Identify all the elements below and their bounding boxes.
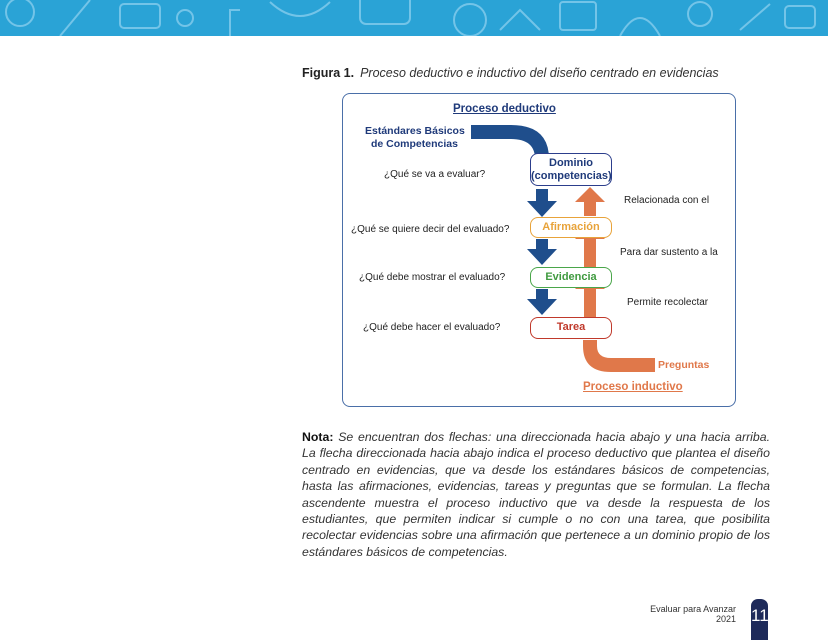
- page-number: 11: [751, 599, 768, 640]
- end-label: Preguntas: [658, 359, 710, 371]
- figure-label: Figura 1.: [302, 66, 355, 80]
- relation-3: Permite recolectar: [627, 297, 709, 308]
- box-evidencia: Evidencia: [530, 267, 612, 288]
- inductive-title: Proceso inductivo: [583, 381, 683, 393]
- inductive-bend: [583, 340, 655, 372]
- question-1: ¿Qué se va a evaluar?: [384, 169, 486, 180]
- source-label-line1: Estándares Básicos: [365, 125, 465, 137]
- inductive-head-3: [575, 187, 605, 202]
- question-4: ¿Qué debe hacer el evaluado?: [363, 322, 501, 333]
- footer: [650, 604, 736, 624]
- process-diagram: [342, 93, 736, 407]
- relation-1: Relacionada con el: [624, 195, 710, 206]
- question-3: ¿Qué debe mostrar el evaluado?: [359, 272, 506, 283]
- box-dominio-line2: (competencias): [531, 170, 612, 182]
- deductive-title: Proceso deductivo: [453, 103, 556, 115]
- inductive-shaft-2: [584, 239, 596, 267]
- inductive-shaft-1: [584, 289, 596, 317]
- box-tarea: Tarea: [530, 317, 612, 339]
- question-2: ¿Qué se quiere decir del evaluado?: [351, 224, 510, 235]
- relation-2: Para dar sustento a la: [620, 247, 718, 258]
- figure-caption: [302, 66, 719, 80]
- note-label: Nota: [302, 430, 330, 444]
- deductive-shaft-3: [536, 289, 548, 299]
- figure-note: Nota: Se encuentran dos flechas: una direccionada hacia abajo y una hacia arriba. La flecha direccionada hacia abajo indica el proceso deductivo que plantea el diseño centrado en evidencias, que va desde los estándares básicos de competencias, hasta las afirmaciones, evidencias, tareas y preguntas que se formulan. La flecha ascendente muestra el proceso inductivo que va desde la respuesta de los estudiantes, que permiten indicar si cumple o no con una tarea, que posibilita recolectar evidencias sobre una afirmación que pertenece a un dominio propio de los estándares básicos de competencias.: [302, 430, 770, 559]
- box-dominio: [530, 153, 612, 186]
- deductive-shaft-2: [536, 239, 548, 249]
- deductive-head-1: [527, 201, 557, 217]
- box-afirmacion: Afirmación: [530, 217, 612, 238]
- footer-year: 2021: [715, 614, 736, 624]
- header-banner: [0, 0, 828, 36]
- note-text: Se encuentran dos flechas: una direccionada hacia abajo y una hacia arriba. La flecha direccionada hacia abajo indica el proceso deductivo que plantea el diseño centrado en evidencias, que va desde los estándares básicos de competencias, hasta las afirmaciones, evidencias, tareas y preguntas que se formulan. La flecha ascendente muestra el proceso inductivo que va desde la respuesta de los estudiantes, que permiten indicar si cumple o no con una tarea, que posibilita recolectar evidencias sobre una afirmación que pertenece a un dominio propio de los estándares básicos de competencias.: [302, 430, 770, 559]
- inductive-shaft-3: [584, 202, 596, 216]
- deductive-head-2: [527, 249, 557, 265]
- source-label-line2: de Competencias: [371, 138, 458, 150]
- footer-publication: Evaluar para Avanzar: [650, 604, 736, 614]
- box-dominio-line1: Dominio: [549, 157, 593, 169]
- doodle-pattern-icon: [0, 0, 828, 36]
- figure-title: Proceso deductivo e inductivo del diseño centrado en evidencias: [360, 66, 719, 80]
- deductive-head-3: [527, 299, 557, 315]
- deductive-shaft-1: [536, 189, 548, 201]
